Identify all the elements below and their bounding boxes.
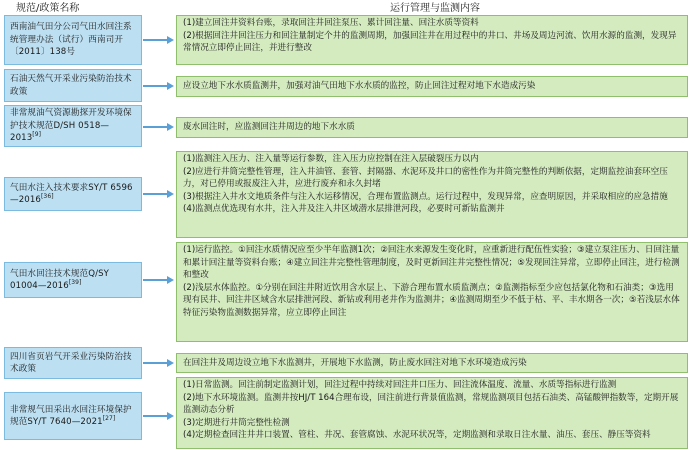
content-line: (4)定期检查回注井井口装置、管柱、井况、套管腐蚀、水泥环状况等，定期监测和录取日注水量、油压、套压、静压等资料 <box>183 430 651 440</box>
arrow-right-icon <box>143 35 174 45</box>
monitoring-content-cell <box>176 117 688 138</box>
regulation-name: 非常规油气资源勘探开发环境保护技术规范D/SH 0518—2013[9] <box>10 108 132 144</box>
regulation-name-cell <box>4 15 142 65</box>
regulation-name: 气田水回注技术规范Q/SY 01004—2016[39] <box>10 268 110 291</box>
content-line: (1)建立回注井资料台账，录取回注井回注泵压、累计回注量、回注水质等资料 <box>183 18 479 28</box>
arrow-right-icon <box>143 411 174 421</box>
monitoring-content-cell <box>176 76 688 97</box>
regulation-name-cell <box>4 69 142 102</box>
content-line: (2)浅层水体监控。①分别在回注井附近饮用含水层上、下游合理布置水质监测点；②监测指标至少应包括氯化物和石油类；③选用现有民井、回注井区域含水层排泄河段、新钻或利用老井作为监测井；④监测周期至少不低于枯、平、丰水期各一次；⑤若浅层水体特征污染物监测数据异常，应立即停止回注 <box>183 282 680 318</box>
arrow-right-icon <box>143 81 174 91</box>
arrow-right-icon <box>143 122 174 132</box>
content-line: (4)监测点优选现有水井，注入井及注入井区域潜水层排泄河段，必要时可新钻监测井 <box>183 204 505 214</box>
monitoring-content-cell <box>176 242 688 342</box>
monitoring-content-cell <box>176 377 688 449</box>
content-line: (1)监测注入压力、注入量等运行参数，注入压力应控制在注入层破裂压力以内 <box>183 154 479 164</box>
regulation-name-cell <box>4 177 142 211</box>
monitoring-content-cell <box>176 353 688 373</box>
regulation-name-cell <box>4 392 142 440</box>
regulation-name-cell <box>4 105 142 147</box>
monitoring-content-cell <box>176 151 688 238</box>
regulation-name-cell <box>4 347 142 379</box>
content-line: (3)定期进行井筒完整性检测 <box>183 417 290 428</box>
regulation-name: 四川省页岩气开采业污染防治技术政策 <box>10 351 132 374</box>
content-line: (2)根据回注井回注压力和回注量制定个井的监测周期，加强回注井在用过程中的井口、井场及周边河流、饮用水源的监测，发现异常情况立即停止回注，并进行整改 <box>183 30 677 53</box>
regulation-name: 石油天然气开采业污染防治技术政策 <box>10 74 132 97</box>
content-line: (1)运行监控。①回注水质情况应至少半年监测1次；②回注水来源发生变化时，应重新进行配伍性实验；③建立泵注压力、日回注量和累计回注量等资料台账；④建立回注井完整性管理制度，及时更新回注井完整性情况；⑤发现回注异常，立即停止回注，进行检测和整改 <box>183 245 680 280</box>
regulation-name-cell <box>4 262 142 298</box>
arrow-right-icon <box>143 189 174 199</box>
regulation-name: 气田水注入技术要求SY/T 6596—2016[36] <box>10 182 133 205</box>
content-line: 应设立地下水水质监测井，加强对油气田地下水水质的监控，防止回注过程对地下水造成污染 <box>183 81 536 92</box>
content-line: (3)根据注入井水文地质条件与注入水运移情况，合理布置监测点。运行过程中，发现异常，应查明原因，并采取相应的应急措施 <box>183 191 668 202</box>
arrow-right-icon <box>143 358 174 368</box>
content-line: 废水回注时，应监测回注井周边的地下水水质 <box>183 122 355 133</box>
header-left-title: 规范/政策名称 <box>16 3 80 14</box>
regulation-name: 西南油气田分公司气田水回注系统管理办法（试行）西南司开〔2011〕138号 <box>10 22 132 58</box>
content-line: (2)地下水环境监测。监测井按HJ/T 164合理布设，回注前进行背景值监测，常规监测项目包括石油类、高锰酸钾指数等，定期开展监测动态分析 <box>183 392 679 415</box>
content-line: (2)应进行井筒完整性管理，注入井油管、套管、封隔器、水泥环及井口的密性作为井筒完整性的判断依据，定期监控油套环空压力，对已停用或报废注入井，应进行废弃和永久封堵 <box>183 166 668 189</box>
regulation-name: 非常规气田采出水回注环境保护规范SY/T 7640—2021[27] <box>10 404 132 427</box>
header-right-title: 运行管理与监测内容 <box>390 3 480 14</box>
content-line: 在回注井及周边设立地下水监测井，开展地下水监测，防止废水回注对地下水环境造成污染 <box>183 357 527 368</box>
content-line: (1)日常监测。回注前制定监测计划，回注过程中持续对回注井口压力、回注流体温度、流量、水质等指标进行监测 <box>183 380 617 390</box>
arrow-right-icon <box>143 275 174 285</box>
monitoring-content-cell <box>176 15 688 65</box>
